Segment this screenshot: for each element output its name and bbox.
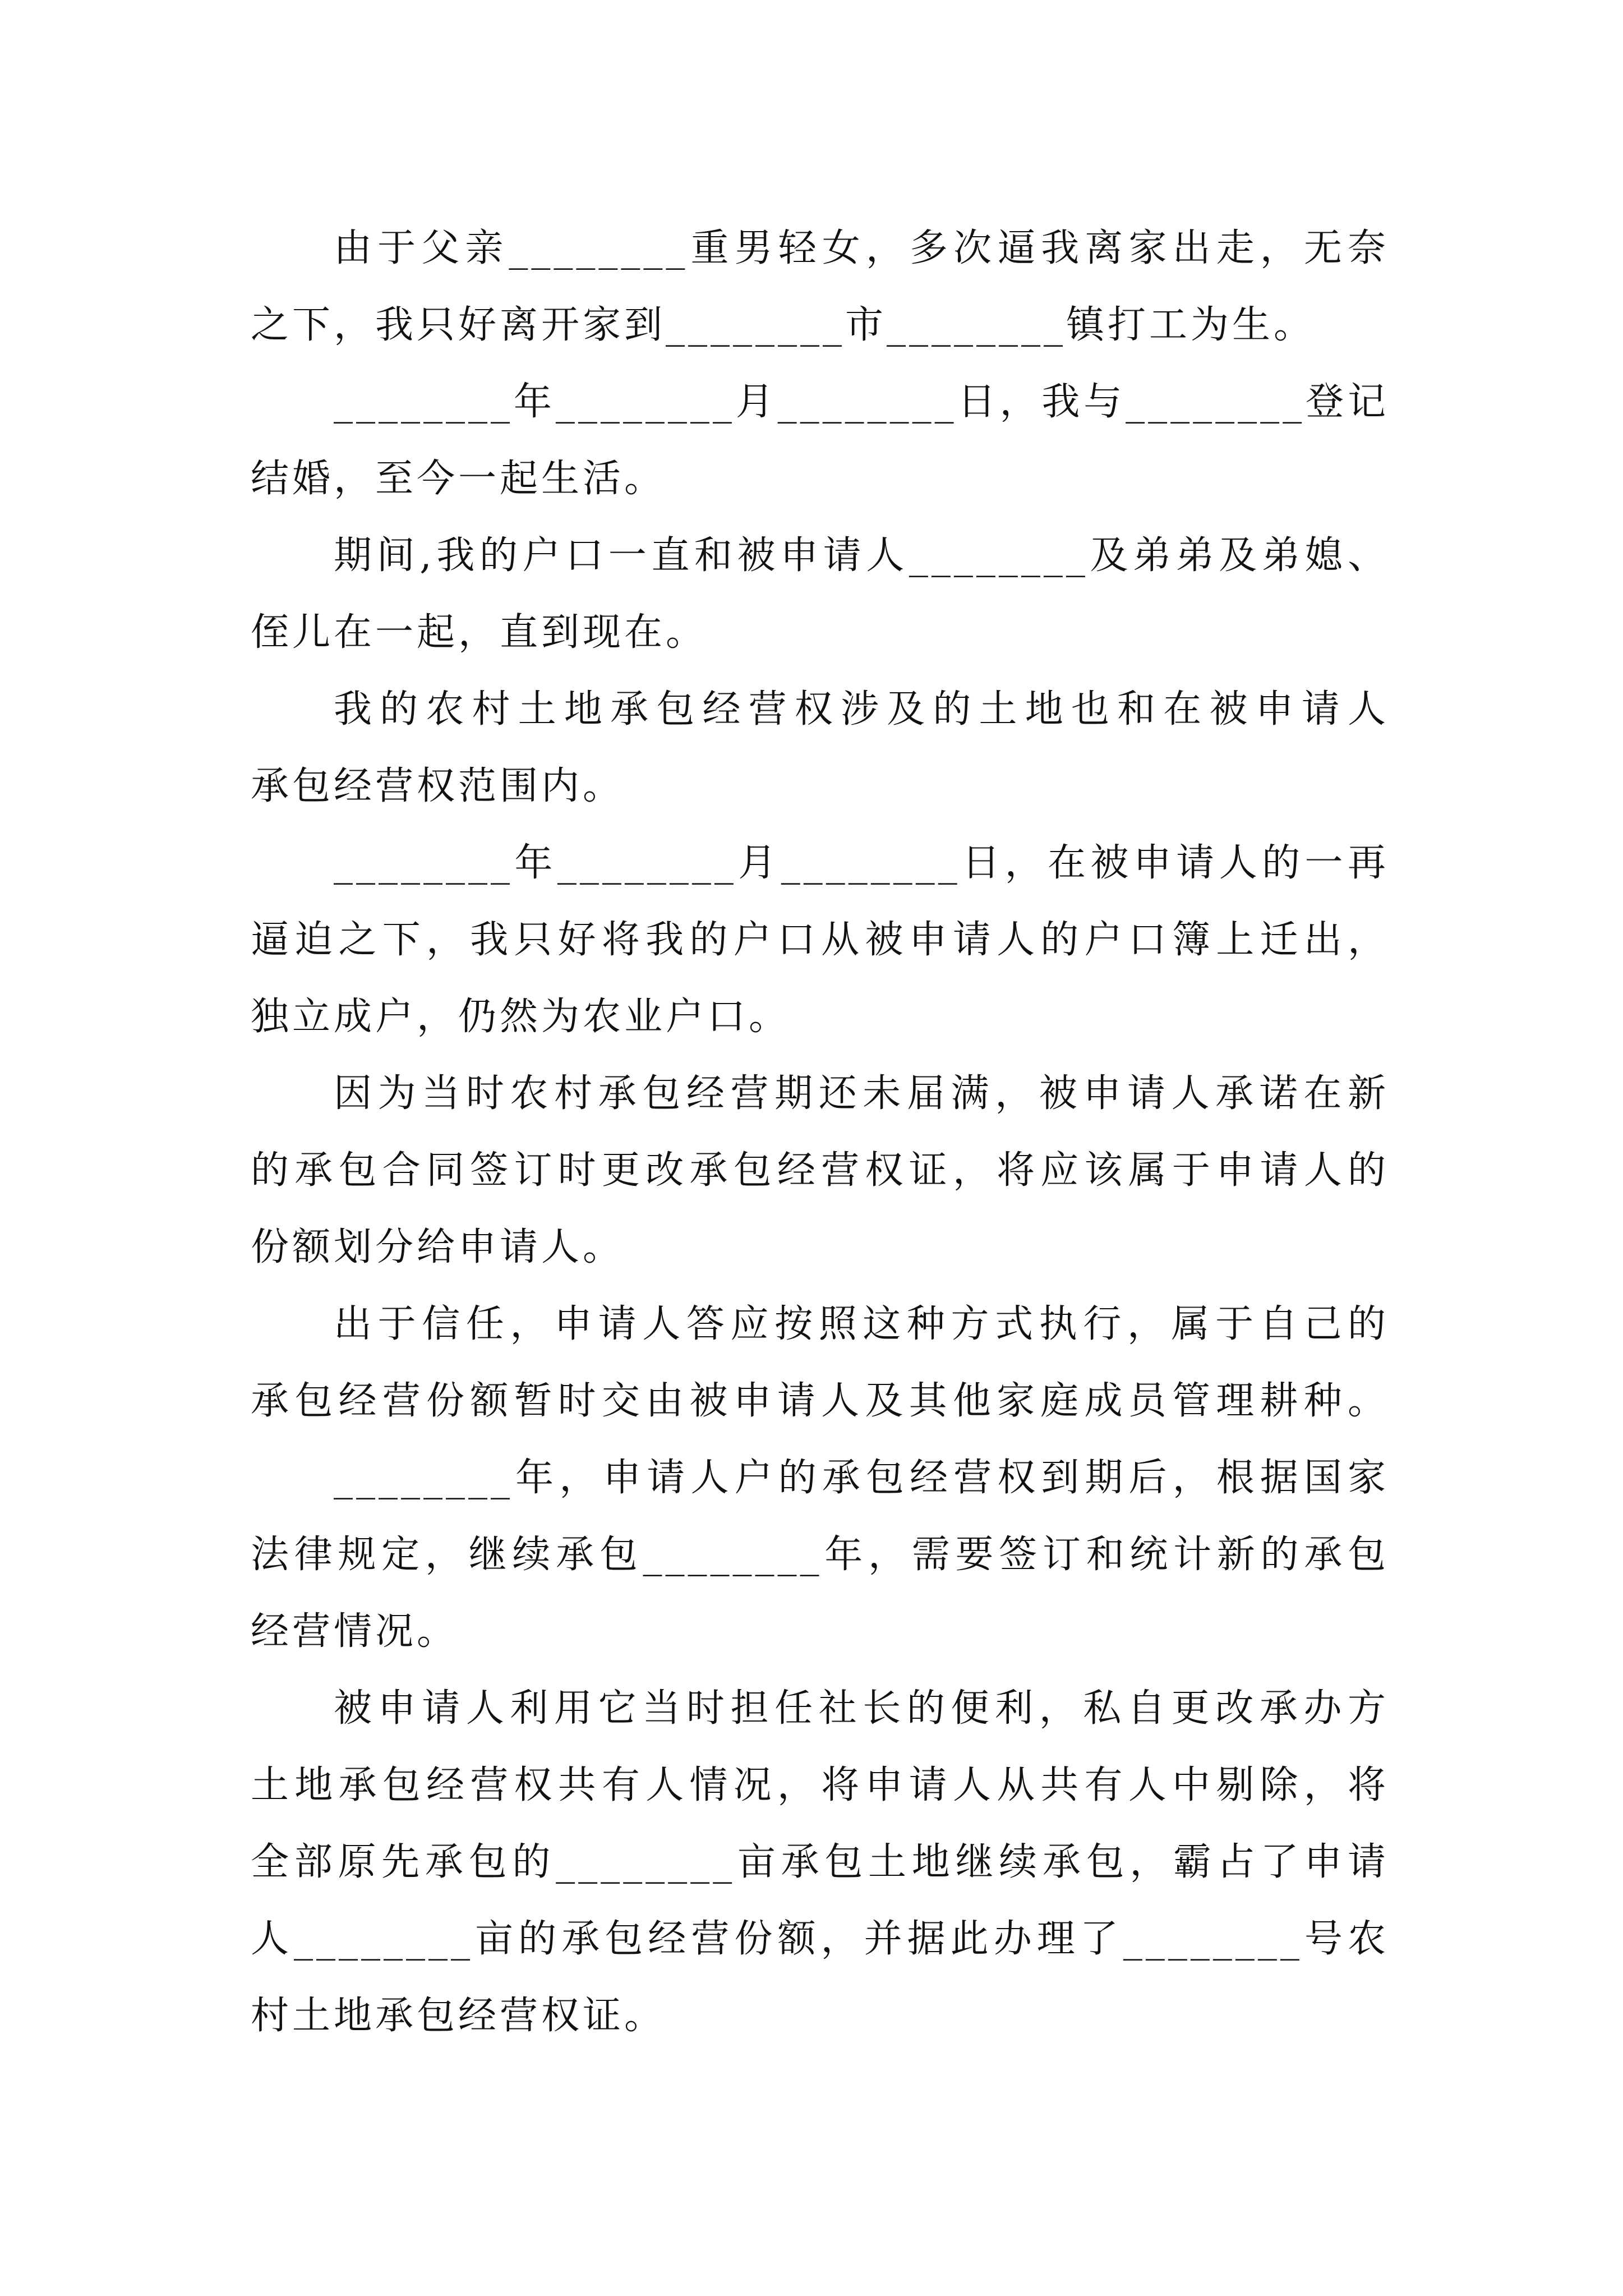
paragraph-line: ________年________月________日，我与________登记 — [334, 380, 1389, 424]
paragraph — [251, 364, 1389, 517]
paragraph-line: ________年________月________日，在被申请人的一再 — [334, 841, 1389, 885]
paragraph-line: 由于父亲________重男轻女，多次逼我离家出走，无奈 — [334, 226, 1389, 270]
paragraph-line: 侄儿在一起，直到现在。 — [251, 610, 708, 655]
paragraph-line: 出于信任，申请人答应按照这种方式执行，属于自己的 — [334, 1302, 1389, 1346]
paragraph-line: 经营情况。 — [251, 1609, 459, 1654]
paragraph-line: 份额划分给申请人。 — [251, 1225, 625, 1269]
document-body — [251, 210, 1389, 2054]
paragraph — [251, 671, 1389, 825]
paragraph-line: 期间,我的户口一直和被申请人________及弟弟及弟媳、 — [334, 533, 1389, 578]
paragraph-line: 的承包合同签订时更改承包经营权证，将应该属于申请人的 — [251, 1148, 1389, 1193]
paragraph-line: 土地承包经营权共有人情况，将申请人从共有人中剔除，将 — [251, 1763, 1389, 1807]
paragraph-line: 被申请人利用它当时担任社长的便利，私自更改承办方 — [334, 1686, 1389, 1731]
paragraph — [251, 1439, 1389, 1670]
paragraph — [251, 517, 1389, 671]
paragraph-line: 承包经营权范围内。 — [251, 764, 625, 808]
paragraph-line: 独立成户，仍然为农业户口。 — [251, 995, 791, 1039]
paragraph — [251, 1670, 1389, 2054]
paragraph-line: 逼迫之下，我只好将我的户口从被申请人的户口簿上迁出， — [251, 918, 1389, 962]
paragraph-line: 我的农村土地承包经营权涉及的土地也和在被申请人 — [334, 687, 1389, 731]
paragraph-line: 承包经营份额暂时交由被申请人及其他家庭成员管理耕种。 — [251, 1379, 1389, 1423]
paragraph-line: ________年，申请人户的承包经营权到期后，根据国家 — [334, 1456, 1389, 1500]
paragraph-line: 之下，我只好离开家到________市________镇打工为生。 — [251, 303, 1316, 347]
paragraph-line: 法律规定，继续承包________年，需要签订和统计新的承包 — [251, 1533, 1389, 1577]
paragraph — [251, 1055, 1389, 1286]
paragraph-line: 结婚，至今一起生活。 — [251, 457, 666, 501]
paragraph-line: 全部原先承包的________亩承包土地继续承包，霸占了申请 — [251, 1840, 1389, 1884]
paragraph — [251, 1286, 1389, 1439]
paragraph — [251, 825, 1389, 1055]
paragraph-line: 因为当时农村承包经营期还未届满，被申请人承诺在新 — [334, 1071, 1389, 1116]
paragraph — [251, 210, 1389, 364]
paragraph-line: 村土地承包经营权证。 — [251, 1994, 666, 2038]
paragraph-line: 人________亩的承包经营份额，并据此办理了________号农 — [251, 1917, 1389, 1961]
